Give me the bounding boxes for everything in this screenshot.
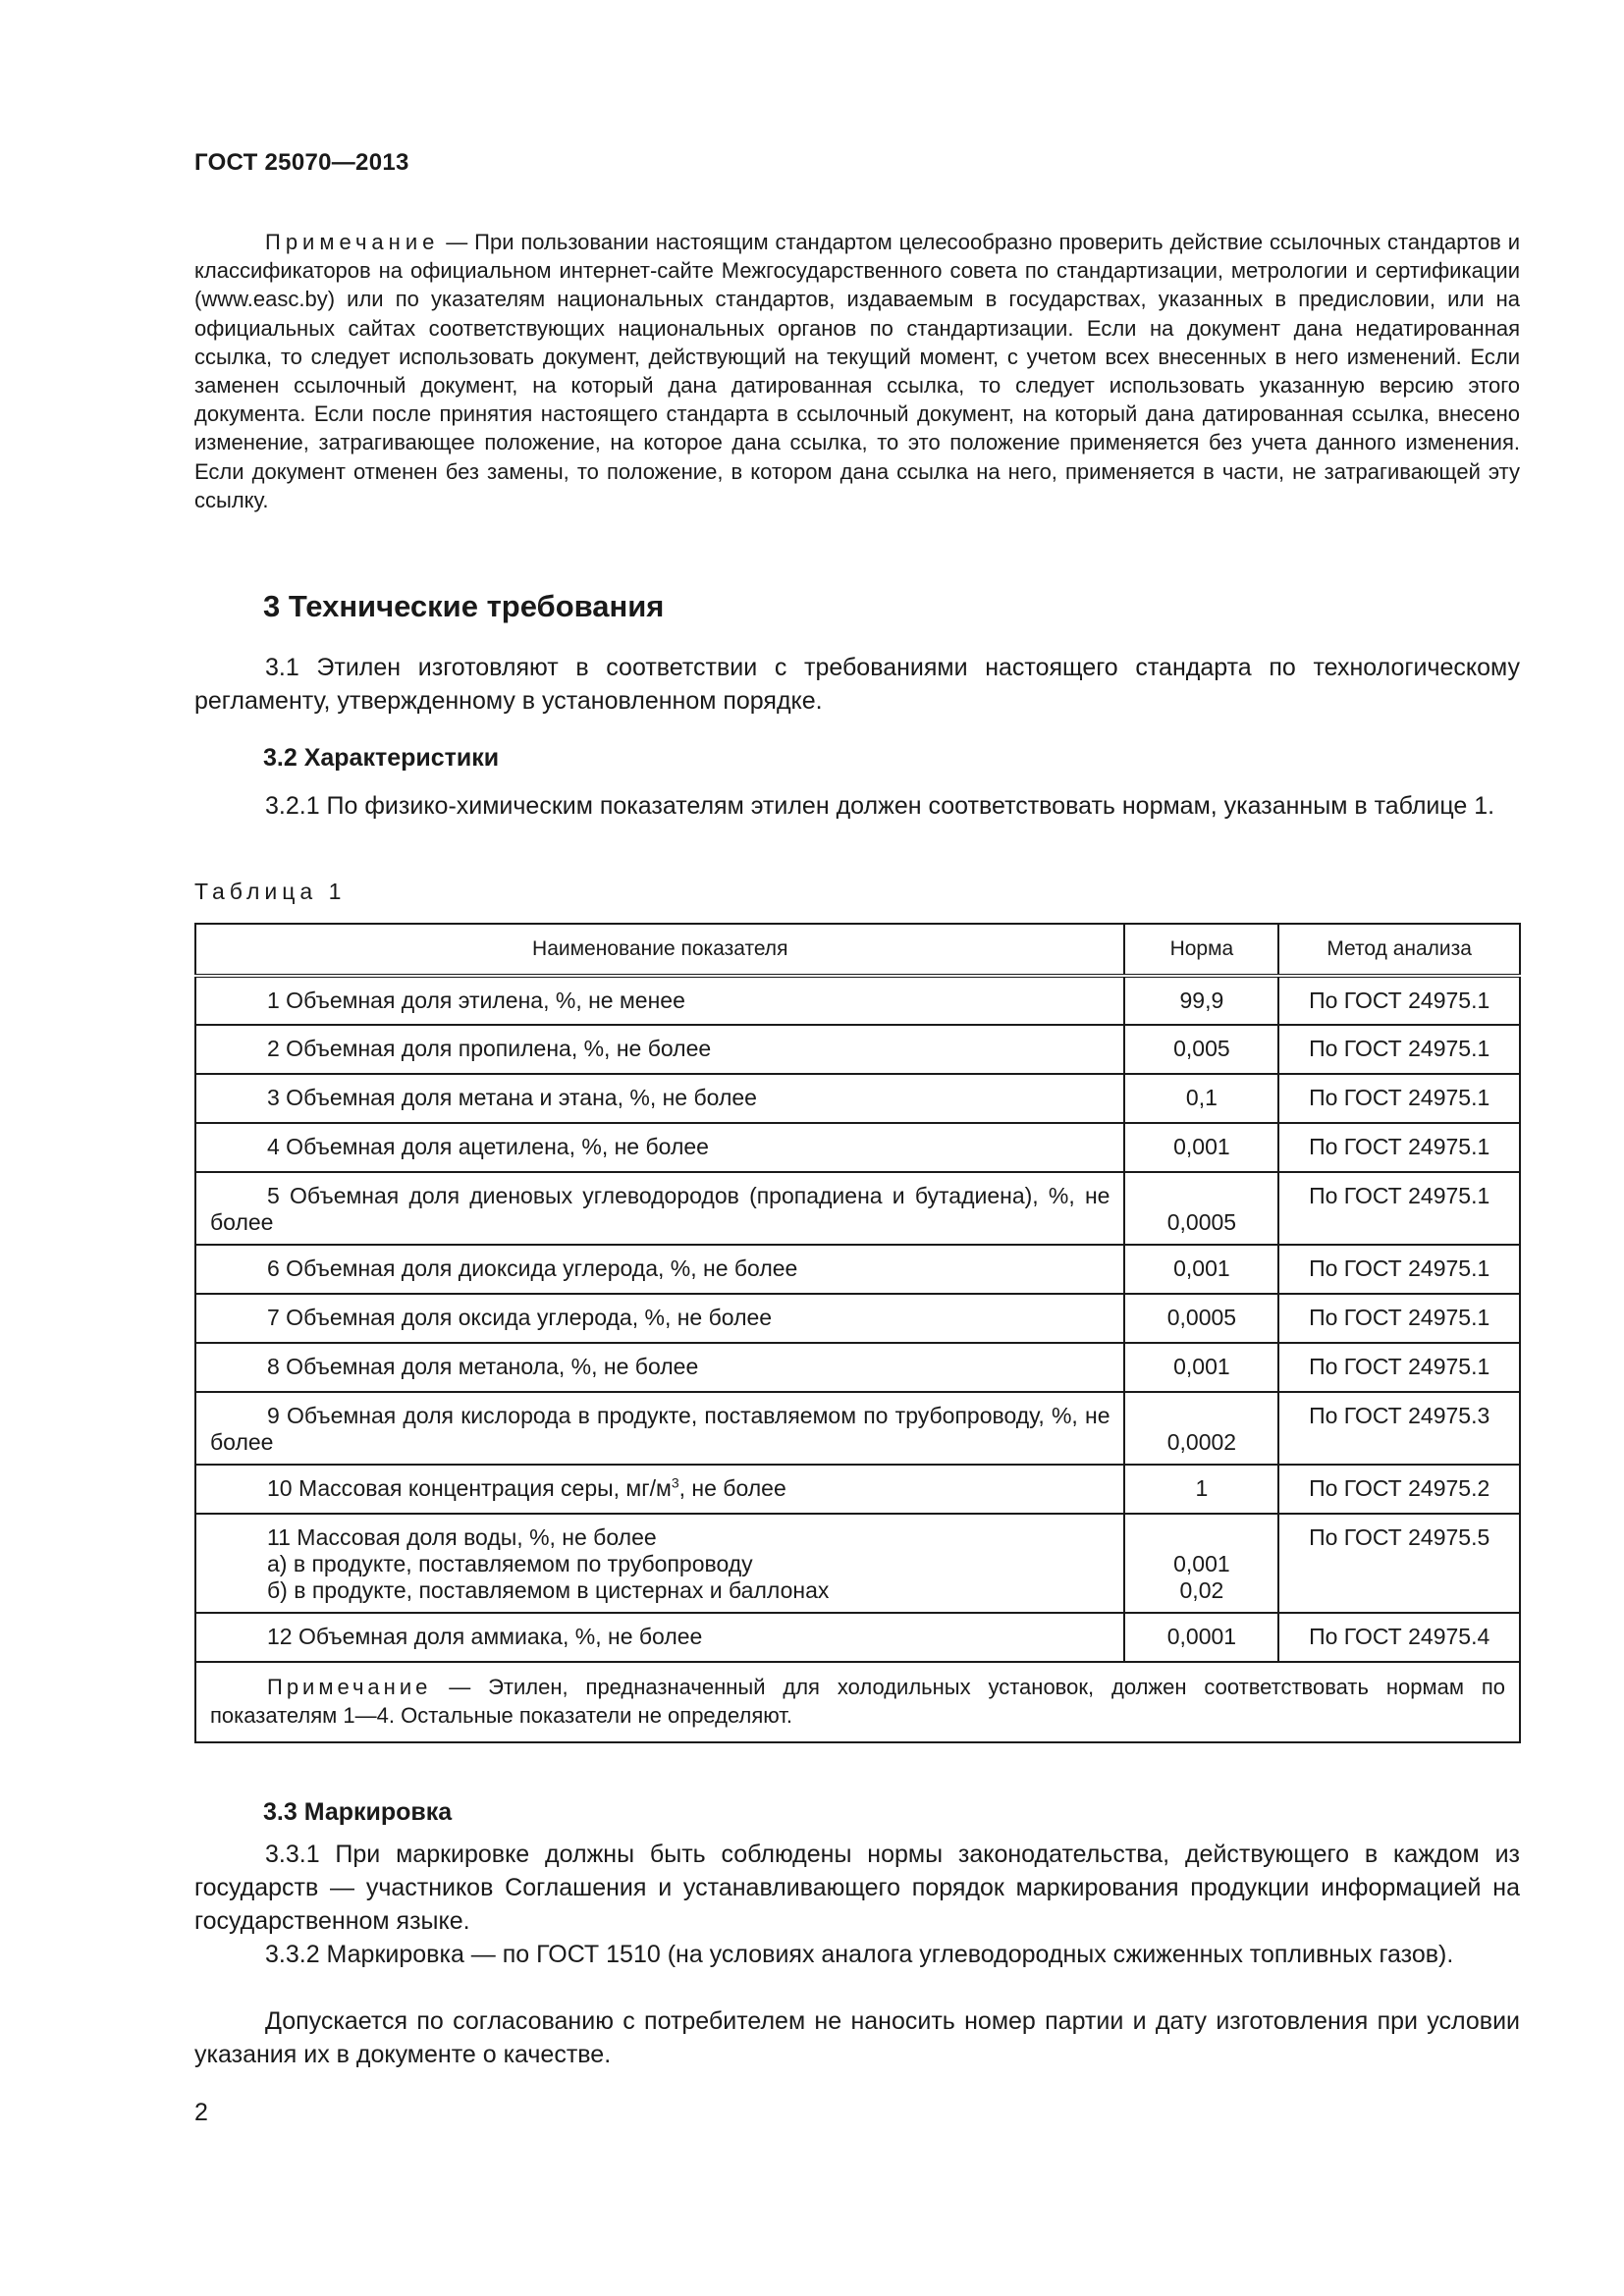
indicator-name-line: б) в продукте, поставляемом в цистернах и баллонах [267, 1577, 830, 1603]
reference-note [194, 228, 1520, 514]
indicator-name: 2 Объемная доля пропилена, %, не более [195, 1025, 1124, 1074]
table-note-label: Примечание [267, 1675, 432, 1699]
indicator-name: 12 Объемная доля аммиака, %, не более [195, 1613, 1124, 1662]
indicator-name: 7 Объемная доля оксида углерода, %, не более [195, 1294, 1124, 1343]
section-title: 3 Технические требования [263, 589, 665, 623]
indicator-name: 1 Объемная доля этилена, %, не менее [195, 976, 1124, 1025]
table-row [195, 1392, 1520, 1465]
paragraph-3-3-2: 3.3.2 Маркировка — по ГОСТ 1510 (на условиях аналога углеводородных сжиженных топливных газов). [265, 1941, 1454, 1968]
column-header-method: Метод анализа [1278, 924, 1520, 976]
indicator-norm: 0,0002 [1124, 1392, 1278, 1465]
superscript-3: 3 [671, 1474, 679, 1491]
paragraph-3-2-1: 3.2.1 По физико-химическим показателям этилен должен соответствовать нормам, указанным в таблице 1. [265, 792, 1495, 820]
indicator-method: По ГОСТ 24975.1 [1278, 1025, 1520, 1074]
paragraph-3-3-2-permission: Допускается по согласованию с потребителем не наносить номер партии и дату изготовления при условии указания их в документе о качестве. [194, 2007, 1520, 2068]
indicator-method: По ГОСТ 24975.4 [1278, 1613, 1520, 1662]
indicator-norm: 0,001 [1124, 1245, 1278, 1294]
table-row [195, 1172, 1520, 1245]
indicator-method: По ГОСТ 24975.1 [1278, 1074, 1520, 1123]
indicator-name: 8 Объемная доля метанола, %, не более [195, 1343, 1124, 1392]
column-header-norm: Норма [1124, 924, 1278, 976]
indicator-method: По ГОСТ 24975.3 [1278, 1392, 1520, 1465]
indicator-name: 6 Объемная доля диоксида углерода, %, не более [195, 1245, 1124, 1294]
table-note [195, 1662, 1520, 1742]
characteristics-table [194, 923, 1521, 1743]
indicator-norm: 99,9 [1124, 976, 1278, 1025]
note-text: — При пользовании настоящим стандартом целесообразно проверить действие ссылочных стандартов и классификаторов на официальном интернет-сайте Межгосударственного совета по стандартизации, метрологии и сертификации (www.easc.by) или по указателям национальных стандартов, издаваемым в государствах, указанных в предисловии, или на официальных сайтах соответствующих национальных органов по стандартизации. Если на документ дана недатированная ссылка, то следует использовать документ, действующий на текущий момент, с учетом всех внесенных в него изменений. Если заменен ссылочный документ, на который дана датированная ссылка, то следует использовать указанную версию этого документа. Если после принятия настоящего стандарта в ссылочный документ, на который дана датированная ссылка, внесено изменение, затрагивающее положение, на которое дана ссылка, то это положение применяется без учета данного изменения. Если документ отменен без замены, то положение, в котором дана ссылка на него, применяется в части, не затрагивающей эту ссылку. [194, 230, 1520, 512]
indicator-method: По ГОСТ 24975.1 [1278, 1343, 1520, 1392]
table-row [195, 1613, 1520, 1662]
paragraph-3-3-1: 3.3.1 При маркировке должны быть соблюдены нормы законодательства, действующего в каждом из государств — участников Соглашения и устанавливающего порядок маркирования продукции информацией на государственном языке. [194, 1841, 1520, 1935]
table-label: Таблица 1 [194, 879, 347, 904]
indicator-method: По ГОСТ 24975.1 [1278, 1245, 1520, 1294]
paragraph-3-1: 3.1 Этилен изготовляют в соответствии с требованиями настоящего стандарта по технологическому регламенту, утвержденному в установленном порядке. [194, 654, 1520, 715]
indicator-norm: 0,0005 [1124, 1172, 1278, 1245]
table-note-text: — Этилен, предназначенный для холодильных установок, должен соответствовать нормам по показателям 1—4. Остальные показатели не определяют. [210, 1675, 1505, 1728]
indicator-name [195, 1514, 1124, 1613]
indicator-name: 5 Объемная доля диеновых углеводородов (пропадиена и бутадиена), %, не более [195, 1172, 1124, 1245]
subsection-title-3-3: 3.3 Маркировка [263, 1798, 453, 1826]
indicator-name-suffix: , не более [678, 1475, 786, 1501]
indicator-name-line: а) в продукте, поставляемом по трубопроводу [267, 1551, 753, 1576]
indicator-norm: 0,001 [1124, 1123, 1278, 1172]
indicator-norm: 1 [1124, 1465, 1278, 1514]
column-header-name: Наименование показателя [195, 924, 1124, 976]
note-label: Примечание [265, 230, 440, 254]
indicator-norm: 0,005 [1124, 1025, 1278, 1074]
indicator-name-text: 10 Массовая концентрация серы, мг/м [267, 1475, 672, 1501]
table-row [195, 1025, 1520, 1074]
document-header: ГОСТ 25070—2013 [194, 149, 409, 176]
indicator-name-line: 11 Массовая доля воды, %, не более [267, 1524, 657, 1550]
indicator-name: 3 Объемная доля метана и этана, %, не более [195, 1074, 1124, 1123]
table-row [195, 1514, 1520, 1613]
table-row [195, 1074, 1520, 1123]
indicator-method: По ГОСТ 24975.1 [1278, 1123, 1520, 1172]
page-number: 2 [194, 2099, 208, 2126]
indicator-norm-a: 0,001 [1173, 1551, 1230, 1576]
table-row [195, 1465, 1520, 1514]
indicator-norm [1124, 1514, 1278, 1613]
indicator-norm: 0,0005 [1124, 1294, 1278, 1343]
indicator-norm-b: 0,02 [1179, 1577, 1224, 1603]
table-row [195, 976, 1520, 1025]
indicator-norm: 0,001 [1124, 1343, 1278, 1392]
indicator-norm: 0,1 [1124, 1074, 1278, 1123]
indicator-name: 9 Объемная доля кислорода в продукте, поставляемом по трубопроводу, %, не более [195, 1392, 1124, 1465]
indicator-name [195, 1465, 1124, 1514]
indicator-norm: 0,0001 [1124, 1613, 1278, 1662]
table-row [195, 1343, 1520, 1392]
indicator-method: По ГОСТ 24975.1 [1278, 976, 1520, 1025]
table-note-row [195, 1662, 1520, 1742]
indicator-method: По ГОСТ 24975.1 [1278, 1172, 1520, 1245]
indicator-method: По ГОСТ 24975.1 [1278, 1294, 1520, 1343]
indicator-name: 4 Объемная доля ацетилена, %, не более [195, 1123, 1124, 1172]
indicator-method: По ГОСТ 24975.2 [1278, 1465, 1520, 1514]
table-header-row [195, 924, 1520, 976]
table-row [195, 1245, 1520, 1294]
subsection-title-3-2: 3.2 Характеристики [263, 744, 500, 772]
table-row [195, 1294, 1520, 1343]
indicator-method: По ГОСТ 24975.5 [1278, 1514, 1520, 1613]
table-row [195, 1123, 1520, 1172]
